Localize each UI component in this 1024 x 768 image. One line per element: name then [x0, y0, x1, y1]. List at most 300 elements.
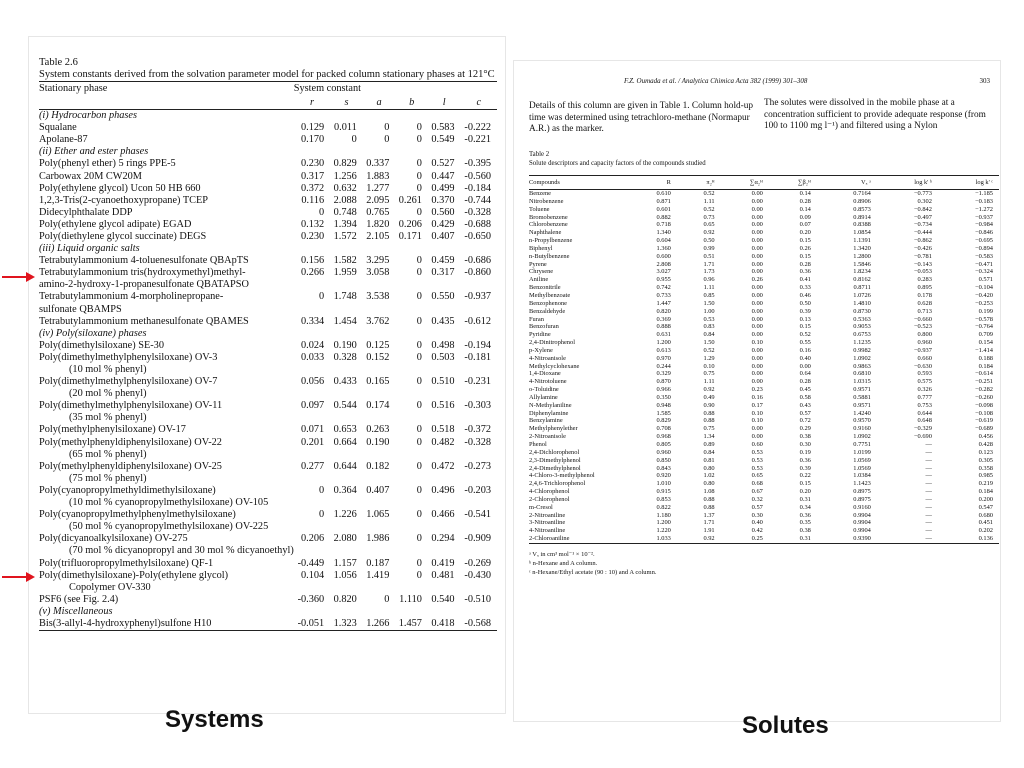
descriptor-cell: 0.895 [917, 284, 932, 292]
descriptor-cell: −0.471 [975, 260, 993, 268]
table-row [39, 557, 497, 569]
category-row [39, 110, 497, 123]
category-row [39, 243, 497, 255]
table-row [39, 255, 497, 267]
descriptor-cell: 0.829 [656, 417, 671, 425]
descriptor-cell: 0.14 [799, 205, 811, 213]
constant-cell: 1.065 [366, 509, 390, 521]
descriptor-cell: 0.882 [656, 213, 671, 221]
descriptor-cell: 0.00 [751, 244, 763, 252]
constant-cell: 1.582 [333, 255, 357, 267]
table-row [529, 410, 999, 418]
descriptor-cell: 0.9571 [853, 386, 871, 394]
descriptor-cell: 0.00 [751, 378, 763, 386]
systems-table-caption: System constants derived from the solvation parameter model for packed column stationary phases at 121°C [39, 69, 495, 80]
descriptor-cell: 0.53 [751, 464, 763, 472]
descriptor-cell: −0.690 [913, 433, 932, 441]
compound-name: 2-Nitroanisole [529, 433, 566, 441]
descriptor-cell: −0.734 [913, 221, 932, 229]
constant-cell: 0.170 [301, 134, 325, 146]
descriptor-cell: −0.143 [913, 260, 932, 268]
descriptor-cell: 0.50 [799, 299, 811, 307]
descriptor-cell: 0.571 [978, 276, 993, 284]
table-row [529, 339, 999, 347]
constant-cell: 0 [319, 206, 325, 218]
descriptor-cell: −1.414 [975, 346, 993, 354]
constant-cell [461, 146, 497, 158]
descriptor-cell: 1.02 [703, 472, 715, 480]
constant-cell [395, 364, 428, 376]
table-row [39, 533, 497, 545]
constant-cell [363, 412, 396, 424]
constant-cell [428, 606, 461, 618]
descriptor-cell: 0.84 [703, 331, 715, 339]
systems-table-number: Table 2.6 [39, 57, 78, 68]
table-row [39, 158, 497, 170]
header-col-c: c [461, 96, 497, 110]
constant-cell [330, 412, 363, 424]
constant-cell: 0 [416, 291, 422, 303]
phase-label: PSF6 (see Fig. 2.4) [39, 593, 119, 605]
compound-name: 2,4,6-Trichlorophenol [529, 480, 586, 488]
descriptor-cell: 1.29 [703, 354, 715, 362]
compound-name: Diphenylamine [529, 409, 569, 417]
descriptor-cell: 1.50 [703, 299, 715, 307]
phase-label: Poly(ethylene glycol adipate) EGAD [39, 218, 192, 230]
constant-cell: 0 [416, 424, 422, 436]
table-row [529, 527, 999, 535]
descriptor-cell: 0.920 [656, 472, 671, 480]
descriptor-cell: −0.846 [975, 229, 993, 237]
table-row [529, 417, 999, 425]
descriptor-cell: 1.340 [656, 229, 671, 237]
constant-cell [428, 279, 461, 291]
systems-table-body [39, 110, 497, 631]
descriptor-cell: 0.10 [751, 417, 763, 425]
table-row [529, 214, 999, 222]
descriptor-cell: — [925, 519, 932, 527]
descriptor-cell: 0.40 [751, 519, 763, 527]
table-row [39, 424, 497, 436]
descriptor-cell: 0.733 [656, 291, 671, 299]
descriptor-cell: −0.104 [975, 284, 993, 292]
phase-label: (70 mol % dicyanopropyl and 30 mol % dicyanoethyl) [69, 545, 294, 557]
header-col-r: r [294, 96, 330, 110]
table-row [39, 134, 497, 146]
descriptor-cell: 0.948 [656, 401, 671, 409]
descriptor-cell: −0.282 [975, 386, 993, 394]
descriptor-cell: 0.26 [799, 244, 811, 252]
constant-cell [395, 473, 428, 485]
table-row [529, 229, 999, 237]
constant-cell [395, 110, 428, 123]
descriptor-cell: 1.0569 [853, 456, 871, 464]
constant-cell: 0.116 [301, 194, 325, 206]
constant-cell: 0.261 [398, 194, 422, 206]
constant-cell: 0.104 [301, 569, 325, 581]
table-row [529, 198, 999, 206]
compound-name: Pyridine [529, 331, 551, 339]
constant-cell [294, 243, 330, 255]
compound-name: Pyrene [529, 260, 547, 268]
header-col-a: a [363, 96, 396, 110]
solutes-table [529, 175, 999, 544]
descriptor-cell: 0.955 [656, 276, 671, 284]
table-row [529, 261, 999, 269]
descriptor-cell: 0.154 [978, 339, 993, 347]
descriptor-cell: 0.80 [703, 480, 715, 488]
constant-cell: 1.256 [333, 170, 357, 182]
constant-cell: 0.407 [366, 484, 390, 496]
descriptor-cell: 0.648 [917, 417, 932, 425]
constant-cell: 0.560 [431, 206, 455, 218]
descriptor-cell: 0.88 [703, 417, 715, 425]
descriptor-cell: 0.00 [751, 331, 763, 339]
descriptor-cell: 0.985 [978, 472, 993, 480]
descriptor-cell: 0.888 [656, 323, 671, 331]
descriptor-cell: 0.604 [656, 237, 671, 245]
table-row [529, 496, 999, 504]
descriptor-cell: 1.4240 [853, 409, 871, 417]
descriptor-cell: 0.49 [703, 393, 715, 401]
descriptor-cell: −0.614 [975, 370, 993, 378]
constant-cell: -0.303 [464, 400, 491, 412]
constant-cell: -0.688 [464, 218, 491, 230]
table-row [39, 400, 497, 412]
systems-table-panel [28, 36, 506, 714]
constant-cell: 3.538 [366, 291, 390, 303]
constant-cell: 0 [416, 122, 422, 134]
descriptor-cell: 0.00 [751, 229, 763, 237]
descriptor-cell: 0.53 [703, 315, 715, 323]
descriptor-cell: 0.67 [751, 488, 763, 496]
descriptor-cell: 0.28 [799, 197, 811, 205]
descriptor-cell: 0.305 [978, 456, 993, 464]
constant-cell: 0.201 [301, 436, 325, 448]
descriptor-cell: 1.1423 [853, 480, 871, 488]
descriptor-cell: 0.81 [703, 456, 715, 464]
descriptor-cell: 0.456 [978, 433, 993, 441]
descriptor-cell: 1.0902 [853, 433, 871, 441]
descriptor-cell: 0.358 [978, 464, 993, 472]
descriptor-cell: 1.585 [656, 409, 671, 417]
descriptor-cell: −0.695 [975, 237, 993, 245]
descriptor-cell: 0.16 [799, 346, 811, 354]
phase-label: (10 mol % phenyl) [69, 364, 147, 376]
constant-cell: 0.435 [431, 315, 455, 327]
descriptor-cell: 0.970 [656, 354, 671, 362]
constant-cell: -0.221 [464, 134, 491, 146]
compound-name: n-Butylbenzene [529, 252, 570, 260]
descriptor-cell: 0.9053 [853, 323, 871, 331]
table-row [39, 207, 497, 219]
descriptor-cell: 0.628 [917, 299, 932, 307]
constant-cell: 0 [416, 569, 422, 581]
constant-cell [294, 110, 330, 123]
constant-cell: 0.190 [333, 339, 357, 351]
constant-cell: -0.744 [464, 194, 491, 206]
constant-cell [294, 304, 330, 316]
descriptor-cell: 0.26 [751, 276, 763, 284]
descriptor-cell: 0.10 [751, 339, 763, 347]
constant-cell [461, 110, 497, 123]
constant-cell: 0.337 [366, 158, 390, 170]
phase-label: Poly(trifluoropropylmethylsiloxane) QF-1 [39, 557, 214, 569]
constant-cell: 0 [416, 255, 422, 267]
constant-cell: 0.549 [431, 134, 455, 146]
phase-label: Didecylphthalate DDP [39, 206, 133, 218]
constant-cell [461, 545, 497, 557]
constant-cell [294, 279, 330, 291]
descriptor-cell: 0.660 [917, 354, 932, 362]
table-row [39, 304, 497, 316]
constant-cell: 0.544 [333, 400, 357, 412]
constant-cell: -0.430 [464, 569, 491, 581]
constant-cell: 0.583 [431, 122, 455, 134]
table-row [39, 485, 497, 497]
constant-cell [395, 412, 428, 424]
descriptor-cell: 0.36 [799, 511, 811, 519]
descriptor-cell: 0.853 [656, 495, 671, 503]
descriptor-cell: 0.39 [799, 464, 811, 472]
descriptor-cell: −0.660 [913, 315, 932, 323]
descriptor-cell: −0.937 [975, 213, 993, 221]
descriptor-cell: 0.915 [656, 488, 671, 496]
compound-name: 3-Nitroaniline [529, 519, 566, 527]
descriptor-cell: 0.870 [656, 378, 671, 386]
constant-cell: -0.937 [464, 291, 491, 303]
constant-cell [363, 473, 396, 485]
table-row [529, 433, 999, 441]
table-row [39, 352, 497, 364]
constant-cell: 0.632 [333, 182, 357, 194]
compound-name: Phenol [529, 441, 547, 449]
constant-cell: 0.481 [431, 569, 455, 581]
table-row [529, 245, 999, 253]
constant-cell [330, 606, 363, 618]
descriptor-cell: −0.098 [975, 401, 993, 409]
constant-cell [294, 412, 330, 424]
constant-cell: 0.206 [398, 218, 422, 230]
descriptor-cell: 0.45 [799, 386, 811, 394]
constant-cell: -0.560 [464, 170, 491, 182]
phase-label: Poly(ethylene glycol) Ucon 50 HB 660 [39, 182, 201, 194]
header-col-s: s [330, 96, 363, 110]
descriptor-cell: 0.38 [799, 527, 811, 535]
constant-cell: 0.459 [431, 255, 455, 267]
constant-cell: 0 [416, 267, 422, 279]
descriptor-cell: 0.99 [703, 244, 715, 252]
constant-cell: 1.959 [333, 267, 357, 279]
constant-cell: -0.269 [464, 557, 491, 569]
constant-cell [461, 473, 497, 485]
descriptor-cell: 1.00 [703, 307, 715, 315]
table-row [39, 170, 497, 182]
table-row [529, 441, 999, 449]
descriptor-cell: 0.00 [751, 221, 763, 229]
phase-label: Apolane-87 [39, 134, 88, 146]
constant-cell [461, 328, 497, 340]
descriptor-cell: 0.57 [799, 409, 811, 417]
descriptor-cell: 0.9160 [853, 503, 871, 511]
compound-name: 2,4-Dichlorophenol [529, 448, 580, 456]
phase-label: Poly(dicyanoalkylsiloxane) OV-275 [39, 533, 188, 545]
descriptor-cell: 0.15 [799, 252, 811, 260]
descriptor-cell: 0.34 [799, 503, 811, 511]
compound-name: Benzophenone [529, 299, 567, 307]
table-row [529, 465, 999, 473]
table-row [529, 378, 999, 386]
descriptor-cell: 0.42 [751, 527, 763, 535]
descriptor-cell: 0.610 [656, 190, 671, 198]
constant-cell: -0.231 [464, 376, 491, 388]
descriptor-cell: 1.200 [656, 519, 671, 527]
constant-cell [395, 279, 428, 291]
constant-cell: 0.277 [301, 460, 325, 472]
descriptor-cell: −0.630 [913, 362, 932, 370]
descriptor-cell: 0.20 [799, 229, 811, 237]
descriptor-cell: 1.180 [656, 511, 671, 519]
table-row [39, 291, 497, 303]
solutes-table-body [529, 190, 999, 544]
phase-label: (65 mol % phenyl) [69, 448, 147, 460]
constant-cell: 3.762 [366, 315, 390, 327]
phase-label: (iv) Poly(siloxane) phases [39, 327, 147, 339]
descriptor-cell: 0.8711 [853, 284, 871, 292]
constant-cell: 0.429 [431, 218, 455, 230]
constant-cell [330, 582, 363, 594]
descriptor-cell: 0.136 [938, 535, 999, 543]
constant-cell: 0.174 [366, 400, 390, 412]
descriptor-cell: 0.30 [799, 441, 811, 449]
constant-cell: 0.182 [366, 460, 390, 472]
constant-cell: 0 [416, 339, 422, 351]
constant-cell [294, 473, 330, 485]
phase-label: Poly(dimethylsiloxane)-Poly(ethylene glycol) [39, 569, 229, 581]
table-row [529, 355, 999, 363]
constant-cell: 0.033 [301, 351, 325, 363]
phase-label: Poly(cyanopropylmethyldimethylsiloxane) [39, 484, 216, 496]
constant-cell: 0.056 [301, 376, 325, 388]
descriptor-cell: 0.644 [917, 409, 932, 417]
descriptor-cell: 0.451 [978, 519, 993, 527]
constant-cell: 0.510 [431, 376, 455, 388]
descriptor-cell: 0.53 [751, 456, 763, 464]
descriptor-cell: 1.0569 [853, 464, 871, 472]
descriptor-cell: 0.9904 [853, 527, 871, 535]
constant-cell: -0.909 [464, 533, 491, 545]
constant-cell: 0 [416, 533, 422, 545]
compound-name: Benzofuran [529, 323, 559, 331]
descriptor-cell: 0.50 [703, 237, 715, 245]
header-stationary-phase: Stationary phase [39, 82, 294, 97]
constant-cell [363, 606, 396, 618]
solute-header-cell: ∑α₂ᴴ [721, 176, 769, 190]
descriptor-cell: 1.08 [703, 488, 715, 496]
descriptor-cell: −0.937 [913, 346, 932, 354]
phase-label: Poly(diethylene glycol succinate) DEGS [39, 230, 207, 242]
table-row [39, 122, 497, 134]
constant-cell [330, 364, 363, 376]
constant-cell [294, 328, 330, 340]
constant-cell: 0.328 [333, 351, 357, 363]
descriptor-cell: 0.184 [978, 362, 993, 370]
compound-name: Methylphenylether [529, 425, 578, 433]
descriptor-cell: 0.64 [799, 370, 811, 378]
constant-cell: -0.612 [464, 315, 491, 327]
constant-cell: 0.518 [431, 424, 455, 436]
descriptor-cell: 0.00 [751, 205, 763, 213]
table-row [39, 521, 497, 533]
descriptor-cell: 0.92 [677, 535, 721, 543]
constant-cell [461, 606, 497, 618]
constant-cell: 2.088 [333, 194, 357, 206]
constant-cell: -0.360 [297, 593, 325, 605]
table-row [529, 370, 999, 378]
constant-cell [363, 582, 396, 594]
descriptor-cell: 0.90 [703, 401, 715, 409]
descriptor-cell: −0.108 [975, 409, 993, 417]
constant-cell: 0 [416, 436, 422, 448]
category-row [39, 606, 497, 618]
phase-label: Poly(dimethylmethylphenylsiloxane) OV-11 [39, 400, 223, 412]
table-row [39, 231, 497, 243]
constant-cell [363, 497, 396, 509]
descriptor-cell: 0.00 [799, 362, 811, 370]
systems-table-title-block [29, 37, 505, 81]
header-col-b: b [395, 96, 428, 110]
constant-cell: 0 [416, 484, 422, 496]
descriptor-cell: 0.244 [656, 362, 671, 370]
constant-cell: 1.157 [333, 557, 357, 569]
descriptor-cell: 0.547 [978, 503, 993, 511]
constant-cell: -0.328 [464, 436, 491, 448]
phase-label: Poly(dimethylmethylphenylsiloxane) OV-3 [39, 351, 218, 363]
constant-cell: 1.110 [399, 593, 422, 605]
descriptor-cell: 0.777 [917, 393, 932, 401]
constant-cell: -0.449 [297, 557, 325, 569]
constant-cell [330, 146, 363, 158]
phase-label: Carbowax 20M CW20M [39, 170, 142, 182]
descriptor-cell: 0.7164 [853, 190, 871, 198]
constant-cell: 0 [319, 291, 325, 303]
table-row [529, 331, 999, 339]
constant-cell: 0 [416, 351, 422, 363]
descriptor-cell: 0.613 [656, 346, 671, 354]
descriptor-cell: −0.781 [913, 252, 932, 260]
constant-cell: 0.317 [431, 267, 455, 279]
constant-cell: 0.466 [431, 509, 455, 521]
descriptor-cell: 0.88 [703, 409, 715, 417]
descriptor-cell: 0.960 [917, 339, 932, 347]
constant-cell: -0.273 [464, 460, 491, 472]
descriptor-cell: 0.00 [751, 291, 763, 299]
solute-header-cell: ∑β₂ᴴ [769, 176, 817, 190]
constant-cell: -0.194 [464, 339, 491, 351]
category-row [39, 328, 497, 340]
descriptor-cell: 1.4810 [853, 299, 871, 307]
phase-label: (50 mol % cyanopropylmethylsiloxane) OV-225 [69, 521, 269, 533]
descriptor-cell: 0.22 [799, 472, 811, 480]
table-row [39, 509, 497, 521]
compound-name: Benzylamine [529, 417, 563, 425]
constant-cell: 0.011 [333, 122, 357, 134]
phase-label: amino-2-hydroxy-1-propanesulfonate QBATAPSO [39, 279, 249, 291]
compound-name: 4-Nitroanisole [529, 354, 566, 362]
descriptor-cell: 1.0726 [853, 291, 871, 299]
descriptor-cell: 0.00 [751, 213, 763, 221]
compound-name: Aniline [529, 276, 549, 284]
